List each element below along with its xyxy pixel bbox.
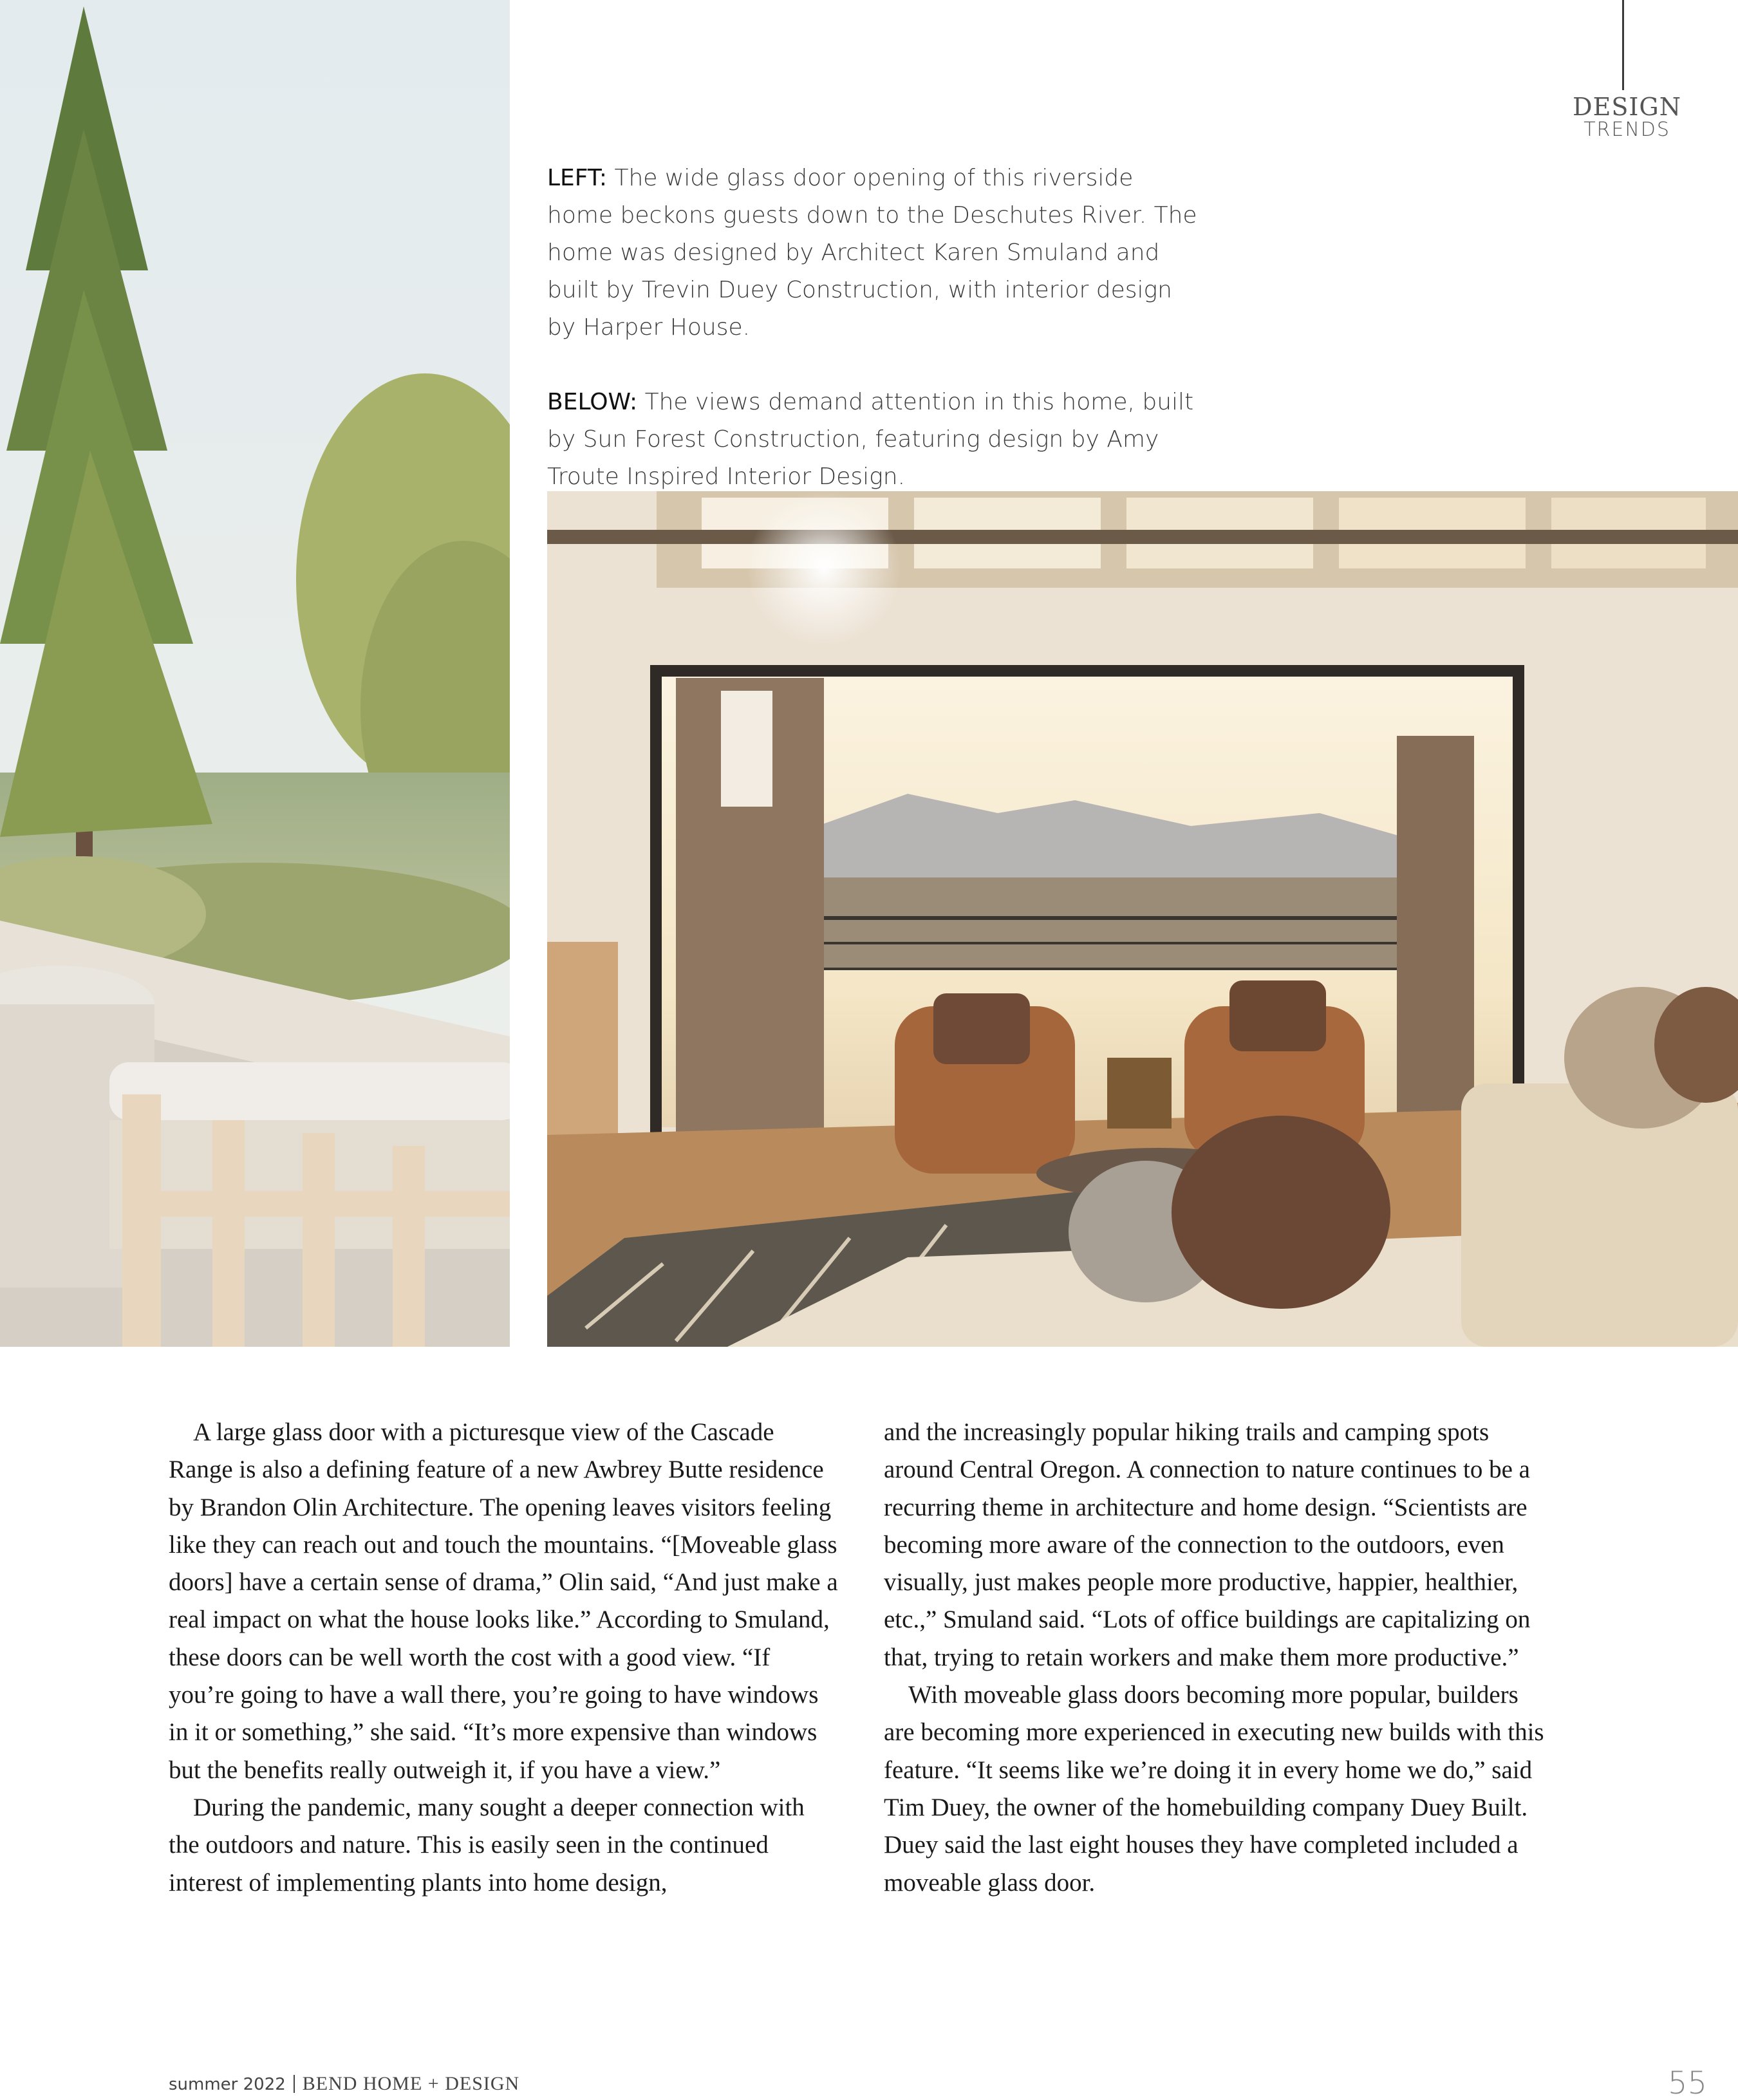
photo-riverside-patio bbox=[0, 0, 510, 1347]
body-column-right bbox=[884, 1414, 1553, 1902]
photo-living-room-view bbox=[547, 491, 1738, 1347]
caption-left-text: The wide glass door opening of this riverside home beckons guests down to the Deschutes River. The home was designed by Architect Karen Smuland and built by Trevin Duey Construction, with interior design by Harper House. bbox=[547, 165, 1197, 341]
photo-captions bbox=[547, 160, 1197, 533]
footer-divider bbox=[294, 2075, 295, 2093]
caption-below-label: BELOW: bbox=[547, 389, 638, 415]
caption-below bbox=[547, 384, 1197, 496]
footer-season: summer 2022 bbox=[169, 2075, 286, 2094]
body-column-left bbox=[169, 1414, 838, 1902]
footer-publication: BEND HOME + DESIGN bbox=[302, 2073, 520, 2094]
caption-left-label: LEFT: bbox=[547, 165, 608, 191]
section-tag-line2: TRENDS bbox=[1584, 118, 1670, 141]
paragraph: With moveable glass doors becoming more popular, builders are becoming more experienced in executing new builds with this feature. “It seems like we’re doing it in every home we do,” said Tim Duey, the owner of the homebuilding company Duey Built. Duey said the last eight houses they have completed included a moveable glass door. bbox=[884, 1681, 1544, 1897]
page-footer bbox=[169, 2073, 519, 2095]
paragraph: During the pandemic, many sought a deeper connection with the outdoors and nature. This is easily seen in the continued interest of implementing plants into home design, bbox=[169, 1793, 805, 1897]
page-number: 55 bbox=[1667, 2065, 1707, 2100]
caption-below-text: The views demand attention in this home, built by Sun Forest Construction, featuring design by Amy Troute Inspired Interior Design. bbox=[547, 389, 1194, 490]
section-tag-line1: DESIGN bbox=[1573, 93, 1681, 121]
section-rule bbox=[1622, 0, 1624, 90]
paragraph: and the increasingly popular hiking trails and camping spots around Central Oregon. A connection to nature continues to be a recurring theme in architecture and home design. “Scientists are becoming more aware of the connection to the outdoors, even visually, just makes people more productive, happier, healthier, etc.,” Smuland said. “Lots of office buildings are capitalizing on that, trying to retain workers and make them more productive.” bbox=[884, 1418, 1531, 1671]
section-tag bbox=[1573, 94, 1681, 140]
paragraph: A large glass door with a picturesque view of the Cascade Range is also a defining feature of a new Awbrey Butte residence by Brandon Olin Architecture. The opening leaves visitors feeling like they can reach out and touch the mountains. “[Moveable glass doors] have a certain sense of drama,” Olin said, “And just make a real impact on what the house looks like.” According to Smuland, these doors can be well worth the cost with a good view. “If you’re going to have a wall there, you’re going to have windows in it or something,” she said. “It’s more expensive than windows but the benefits really outweigh it, if you have a view.” bbox=[169, 1418, 838, 1784]
caption-left bbox=[547, 160, 1197, 346]
